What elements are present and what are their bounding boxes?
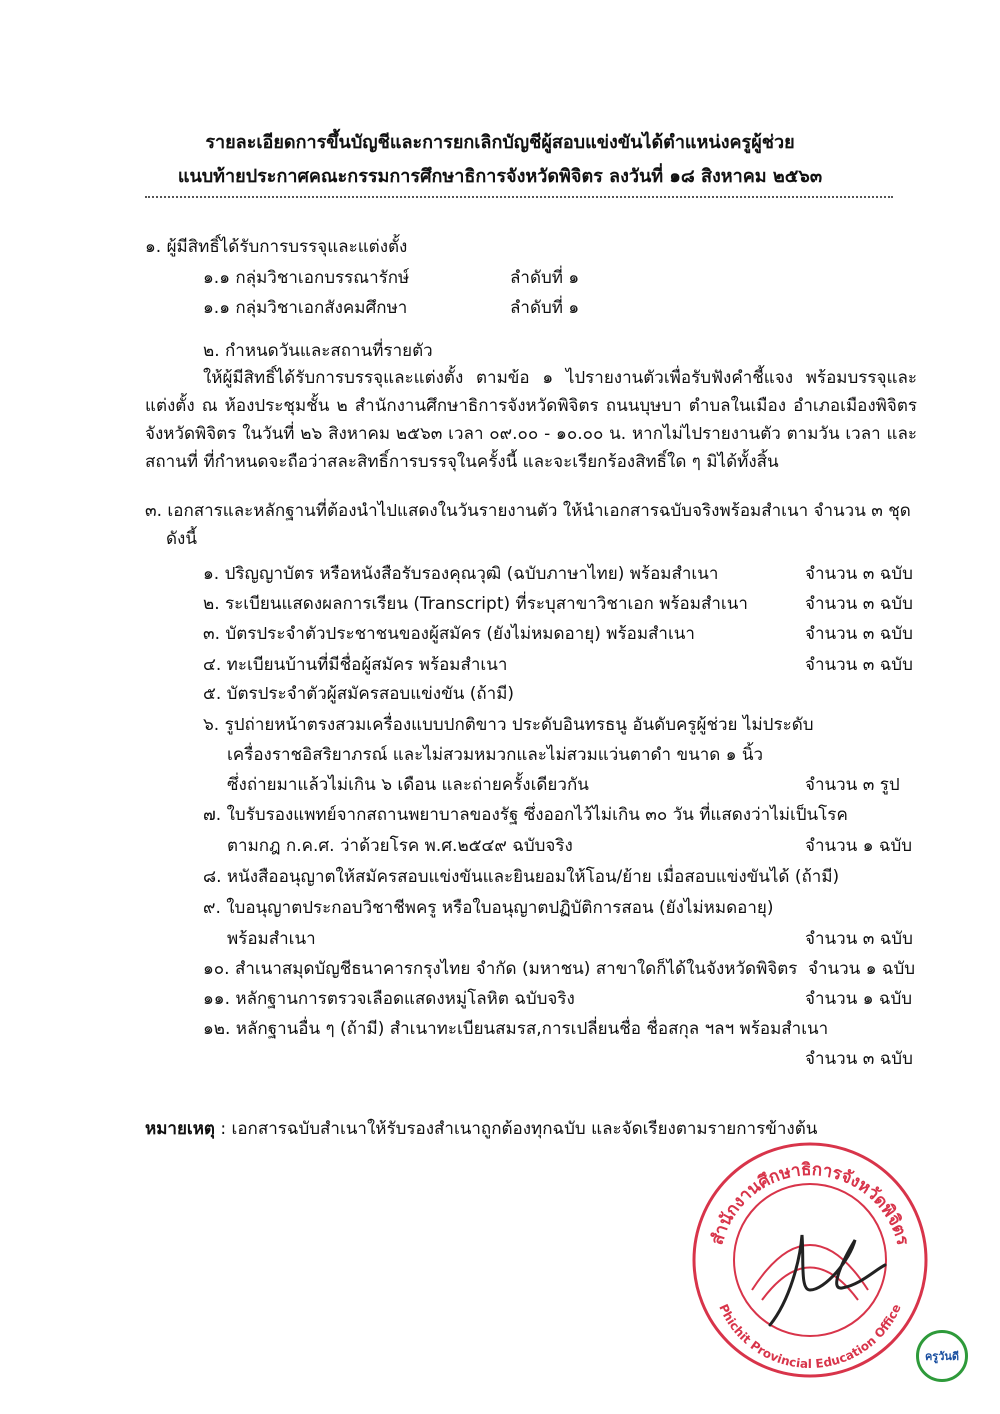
section-1-item-rank: ลำดับที่ ๑: [510, 268, 580, 288]
document-item-amount: จำนวน ๓ ฉบับ: [805, 929, 913, 949]
document-item-cont: ซึ่งถ่ายมาแล้วไม่เกิน ๖ เดือน และถ่ายครั้งเดียวกัน: [227, 775, 589, 795]
note-label: หมายเหตุ: [145, 1119, 215, 1139]
document-item-amount: จำนวน ๓ ฉบับ: [805, 655, 913, 675]
document-item: ๔. ทะเบียนบ้านที่มีชื่อผู้สมัคร พร้อมสำเนา: [203, 655, 508, 675]
document-item-amount: จำนวน ๓ ฉบับ: [805, 624, 913, 644]
page-title-line-1: รายละเอียดการขึ้นบัญชีและการยกเลิกบัญชีผู้สอบแข่งขันได้ตำแหน่งครูผู้ช่วย: [205, 132, 795, 153]
seal-english-text-path: Phichit Provincial Education Office: [716, 1301, 904, 1372]
document-item-amount: จำนวน ๓ รูป: [805, 775, 900, 795]
section-1-item-label: ๑.๑ กลุ่มวิชาเอกบรรณารักษ์: [203, 268, 410, 288]
document-item: ๗. ใบรับรองแพทย์จากสถานพยาบาลของรัฐ ซึ่งออกไว้ไม่เกิน ๓๐ วัน ที่แสดงว่าไม่เป็นโรค: [203, 805, 848, 825]
section-1-heading: ๑. ผู้มีสิทธิ์ได้รับการบรรจุและแต่งตั้ง: [145, 237, 408, 257]
document-item: ๒. ระเบียนแสดงผลการเรียน (Transcript) ที่ระบุสาขาวิชาเอก พร้อมสำเนา: [203, 594, 748, 614]
official-seal: [690, 1140, 930, 1380]
section-3-heading-cont: ดังนี้: [166, 529, 197, 549]
seal-thai-text-path: สำนักงานศึกษาธิการจังหวัดพิจิตร: [707, 1159, 913, 1248]
document-item-amount: จำนวน ๑ ฉบับ: [805, 836, 913, 856]
document-item: ๙. ใบอนุญาตประกอบวิชาชีพครู หรือใบอนุญาตปฏิบัติการสอน (ยังไม่หมดอายุ): [203, 898, 774, 918]
section-1-item-label: ๑.๑ กลุ่มวิชาเอกสังคมศึกษา: [203, 298, 408, 318]
document-item-amount: จำนวน ๑ ฉบับ: [808, 959, 916, 979]
document-item: ๑๑. หลักฐานการตรวจเลือดแสดงหมู่โลหิต ฉบับจริง: [203, 989, 575, 1009]
document-item: ๑๐. สำเนาสมุดบัญชีธนาคารกรุงไทย จำกัด (มหาชน) สาขาใดก็ได้ในจังหวัดพิจิตร: [203, 959, 798, 979]
section-2-heading: ๒. กำหนดวันและสถานที่รายตัว: [203, 341, 433, 361]
document-item-amount: จำนวน ๓ ฉบับ: [805, 564, 913, 584]
document-item-cont: ตามกฎ ก.ค.ศ. ว่าด้วยโรค พ.ศ.๒๕๔๙ ฉบับจริง: [227, 836, 573, 856]
note: [145, 1115, 817, 1142]
dotted-divider: [145, 196, 893, 198]
document-item: ๑๒. หลักฐานอื่น ๆ (ถ้ามี) สำเนาทะเบียนสมรส,การเปลี่ยนชื่อ ชื่อสกุล ฯลฯ พร้อมสำเนา: [203, 1019, 829, 1039]
watermark-badge: ครูวันดี: [916, 1330, 968, 1382]
seal-inner-ring: [734, 1184, 886, 1336]
seal-emblem-inner: [762, 1268, 858, 1301]
document-item-cont: พร้อมสำเนา: [227, 929, 316, 949]
page-title-line-2: แนบท้ายประกาศคณะกรรมการศึกษาธิการจังหวัดพิจิตร ลงวันที่ ๑๘ สิงหาคม ๒๕๖๓: [177, 166, 823, 187]
document-item-amount: จำนวน ๓ ฉบับ: [805, 1049, 913, 1069]
document-item-cont: เครื่องราชอิสริยาภรณ์ และไม่สวมหมวกและไม่สวมแว่นตาดำ ขนาด ๑ นิ้ว: [227, 745, 764, 765]
section-1-item-rank: ลำดับที่ ๑: [510, 298, 580, 318]
document-item: ๕. บัตรประจำตัวผู้สมัครสอบแข่งขัน (ถ้ามี): [203, 684, 515, 704]
document-item: ๑. ปริญญาบัตร หรือหนังสือรับรองคุณวุฒิ (ฉบับภาษาไทย) พร้อมสำเนา: [203, 564, 719, 584]
document-item: ๓. บัตรประจำตัวประชาชนของผู้สมัคร (ยังไม่หมดอายุ) พร้อมสำเนา: [203, 624, 695, 644]
document-item: ๘. หนังสืออนุญาตให้สมัครสอบแข่งขันและยินยอมให้โอน/ย้าย เมื่อสอบแข่งขันได้ (ถ้ามี): [203, 867, 840, 887]
note-text: : เอกสารฉบับสำเนาให้รับรองสำเนาถูกต้องทุกฉบับ และจัดเรียงตามรายการข้างต้น: [214, 1119, 818, 1139]
section-2-body: ให้ผู้มีสิทธิ์ได้รับการบรรจุและแต่งตั้ง ตามข้อ ๑ ไปรายงานตัวเพื่อรับฟังคำชี้แจง พร้อมบรรจุและแต่งตั้ง ณ ห้องประชุมชั้น ๒ สำนักงานศึกษาธิการจังหวัดพิจิตร ถนนบุษบา ตำบลในเมือง อำเภอเมืองพิจิตร จังหวัดพิจิตร ในวันที่ ๒๖ สิงหาคม ๒๕๖๓ เวลา ๐๙.๐๐ - ๑๐.๐๐ น. หากไม่ไปรายงานตัว ตามวัน เวลา และสถานที่ ที่กำหนดจะถือว่าสละสิทธิ์การบรรจุในครั้งนี้ และจะเรียกร้องสิทธิ์ใด ๆ มิได้ทั้งสิ้น: [145, 368, 917, 472]
document-item: ๖. รูปถ่ายหน้าตรงสวมเครื่องแบบปกติขาว ประดับอินทรธนู อันดับครูผู้ช่วย ไม่ประดับ: [203, 715, 814, 735]
section-3-heading: ๓. เอกสารและหลักฐานที่ต้องนำไปแสดงในวันรายงานตัว ให้นำเอกสารฉบับจริงพร้อมสำเนา จำนวน ๓ ชุด: [145, 501, 911, 521]
document-item-amount: จำนวน ๓ ฉบับ: [805, 594, 913, 614]
document-item-amount: จำนวน ๑ ฉบับ: [805, 989, 913, 1009]
